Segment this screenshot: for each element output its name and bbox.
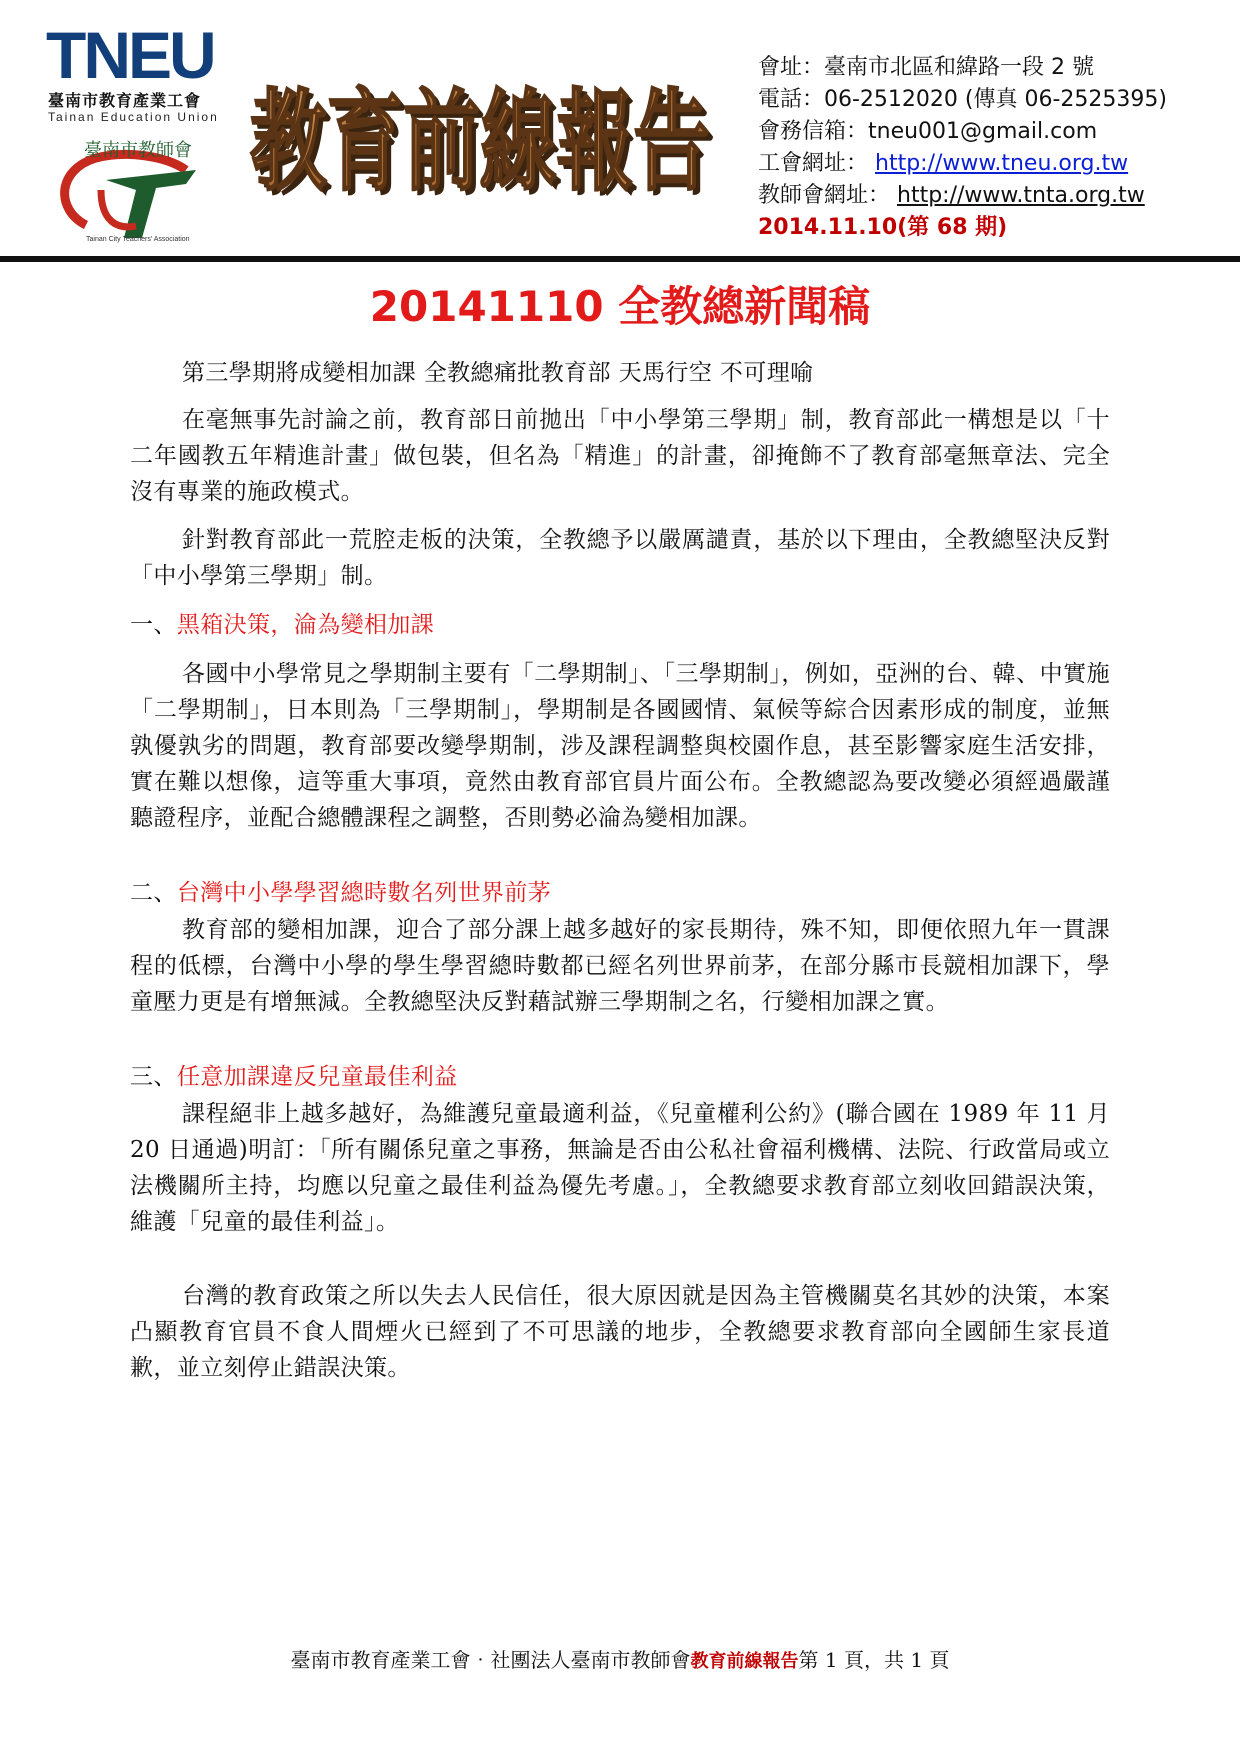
- union-site: [758, 148, 1228, 180]
- teachers-association-seal-icon: [46, 130, 216, 250]
- letterhead: [0, 0, 1240, 262]
- section-number: 三、: [130, 1064, 177, 1090]
- section-body-1: 各國中小學常見之學期制主要有「二學期制」、「三學期制」，例如，亞洲的台、韓、中實施「二學期制」，日本則為「三學期制」，學期制是各國國情、氣候等綜合因素形成的制度，並無孰優孰劣的問題，教育部要改變學期制，涉及課程調整與校園作息，甚至影響家庭生活安排，實在難以想像，這等重大事項，竟然由教育部官員片面公布。全教總認為要改變必須經過嚴謹聽證程序，並配合總體課程之調整，否則勢必淪為變相加課。: [130, 661, 1110, 831]
- section-number: 一、: [130, 612, 177, 638]
- phone: 電話：06-2512020 (傳真 06-2525395): [758, 87, 1167, 112]
- footer-org: 臺南市教育產業工會‧社團法人臺南市教師會: [290, 1648, 691, 1672]
- section-title-2: [130, 874, 1110, 912]
- contact-info: [758, 52, 1228, 244]
- banner-title: 教育前線報告: [250, 78, 710, 206]
- union-name: 臺南市教育產業工會: [48, 91, 202, 110]
- issue-date: 2014.11.10(第 68 期): [758, 215, 1008, 240]
- section-number: 二、: [130, 880, 177, 906]
- banner-title-shadow: 教育前線報告: [255, 83, 715, 208]
- intro-paragraph-1: 在毫無事先討論之前，教育部日前拋出「中小學第三學期」制，教育部此一構想是以「十二年國教五年精進計畫」做包裝，但名為「精進」的計畫，卻掩飾不了教育部毫無章法、完全沒有專業的施政模式。: [130, 407, 1110, 505]
- union-site-label: 工會網址：: [758, 151, 869, 176]
- section-heading: 任意加課違反兒童最佳利益: [176, 1064, 458, 1090]
- page-footer: [0, 1644, 1240, 1673]
- union-site-link[interactable]: http://www.tneu.org.tw: [875, 151, 1129, 176]
- section-heading: 台灣中小學學習總時數名列世界前茅: [176, 880, 552, 906]
- headline: 20141110 全教總新聞稿: [369, 282, 871, 331]
- section-body-3: 課程絕非上越多越好，為維護兒童最適利益，《兒童權利公約》(聯合國在 1989 年 11 月 20 日通過)明訂：「所有關係兒童之事務，無論是否由公私社會福利機構、法院、行政當局或立法機關所主持，均應以兒童之最佳利益為優先考慮。」，全教總要求教育部立刻收回錯誤決策，維護「兒童的最佳利益」。: [130, 1101, 1110, 1235]
- section-body-2: 教育部的變相加課，迎合了部分課上越多越好的家長期待，殊不知，即便依照九年一貫課程的低標，台灣中小學的學生學習總時數都已經名列世界前茅，在部分縣市長競相加課下，學童壓力更是有增無減。全教總堅決反對藉試辦三學期制之名，行變相加課之實。: [130, 917, 1110, 1015]
- section-title-1: [130, 606, 1110, 644]
- seal-text: 臺南市教師會: [84, 140, 192, 161]
- intro-paragraph-2: 針對教育部此一荒腔走板的決策，全教總予以嚴厲譴責，基於以下理由，全教總堅決反對「中小學第三學期」制。: [130, 527, 1110, 589]
- footer-page-number: 第 1 頁，共 1 頁: [798, 1648, 950, 1672]
- header-divider: [0, 256, 1240, 262]
- seal-caption: Tainan City Teachers' Association: [86, 236, 190, 243]
- conclusion-paragraph: 台灣的教育政策之所以失去人民信任，很大原因就是因為主管機關莫名其妙的決策，本案凸顯教育官員不食人間煙火已經到了不可思議的地步，全教總要求教育部向全國師生家長道歉，並立刻停止錯誤決策。: [130, 1283, 1110, 1381]
- union-logo: [46, 18, 236, 250]
- teacher-site-label: 教師會網址：: [758, 183, 891, 208]
- teacher-site: [758, 180, 1228, 212]
- article-subtitle: 第三學期將成變相加課 全教總痛批教育部 天馬行空 不可理喻: [182, 360, 814, 386]
- section-heading: 黑箱決策，淪為變相加課: [176, 612, 435, 638]
- email: 會務信箱：tneu001@gmail.com: [758, 119, 1098, 144]
- article-body: [130, 354, 1110, 1386]
- address: 會址：臺南市北區和緯路一段 2 號: [758, 55, 1094, 80]
- section-title-3: [130, 1058, 1110, 1096]
- paper-title-banner: [240, 58, 720, 208]
- tneu-acronym: TNEU: [46, 18, 214, 92]
- teacher-site-link[interactable]: http://www.tnta.org.tw: [897, 183, 1145, 208]
- union-name-en: Tainan Education Union: [48, 110, 219, 124]
- footer-paper-name: 教育前線報告: [690, 1651, 799, 1672]
